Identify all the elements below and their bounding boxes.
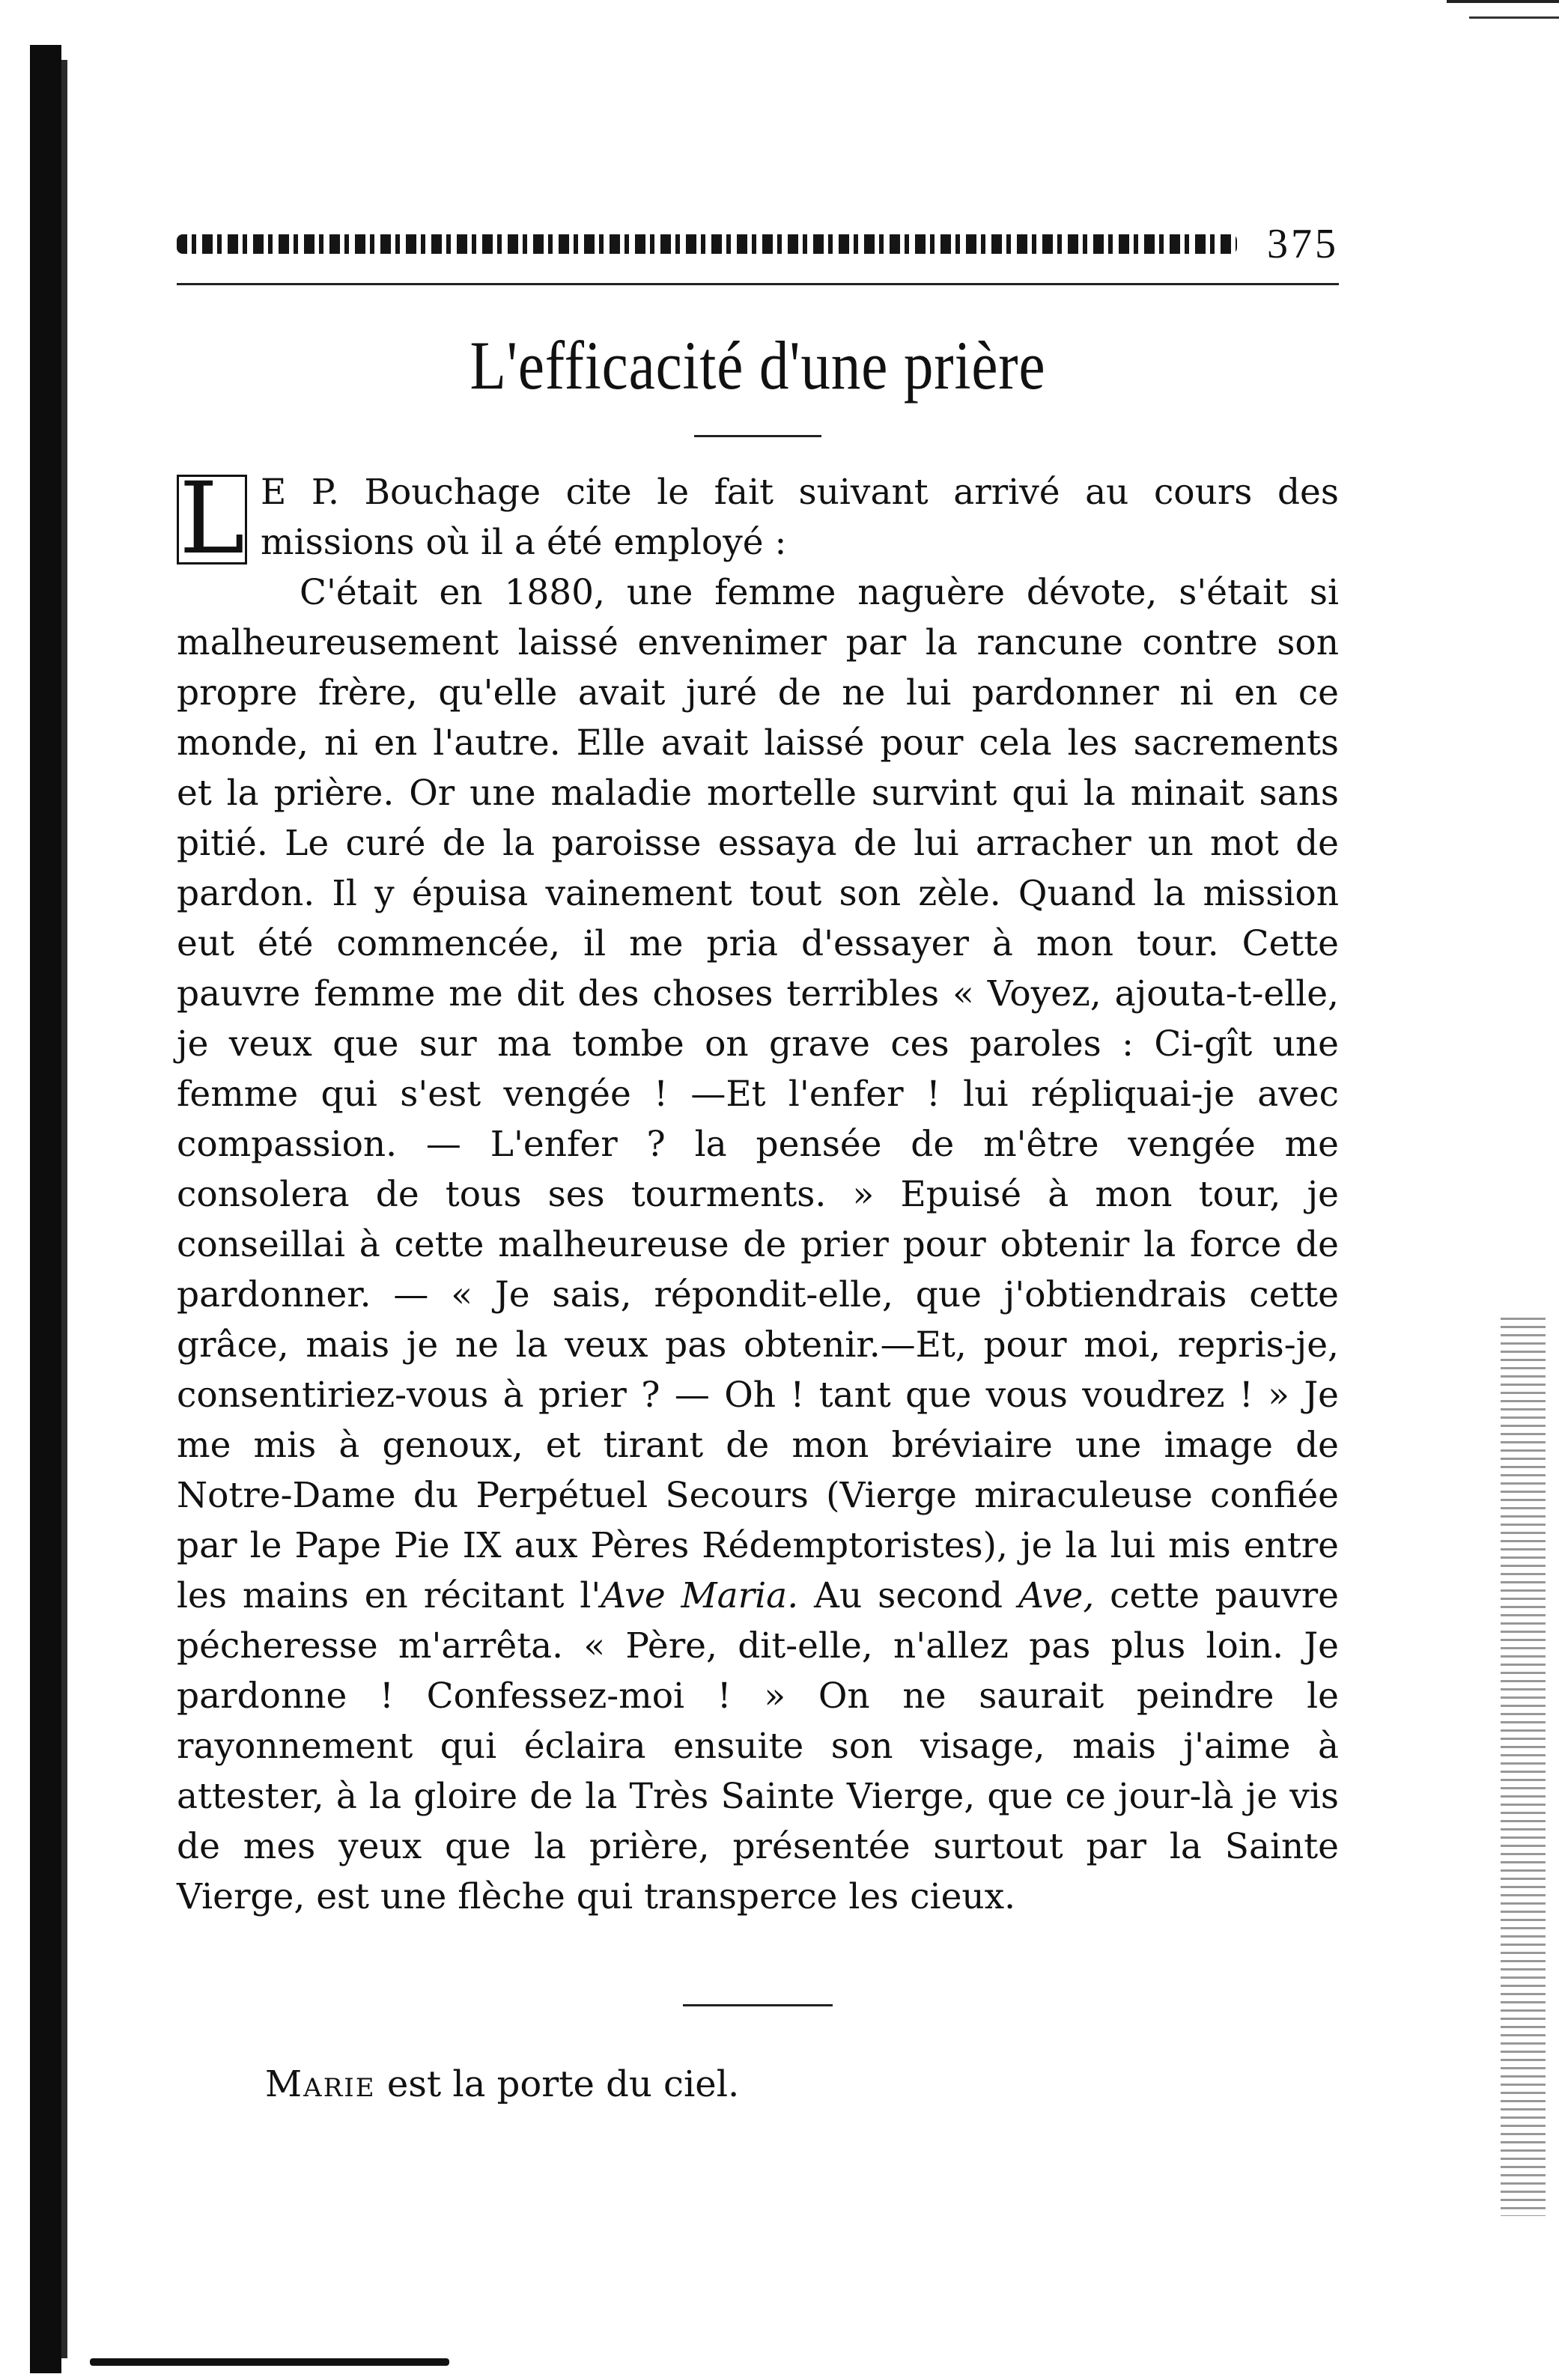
running-head <box>177 210 1339 279</box>
paragraph-2 <box>177 567 1339 1922</box>
scan-bottom-line <box>90 2358 449 2366</box>
maxim-text: est la porte du ciel. <box>375 2063 740 2105</box>
paragraph-2-text-c: cette pauvre pécheresse m'arrêta. « Père, dit-elle, n'allez pas plus loin. Je pardonne ! Confessez-moi ! » On ne saurait peindre le rayonnement qui éclaira ensuite son visage, mais j'aime à attester, à la gloire de la Très Sainte Vierge, que ce jour-là je vis de mes yeux que la prière, présentée surtout par la Sainte Vierge, est une flèche qui transperce les cieux. <box>177 1575 1339 1917</box>
scan-right-edge-noise <box>1501 1318 1546 2216</box>
scan-top-line-secondary <box>1469 16 1559 19</box>
ave-maria-italic: Ave Maria. <box>601 1575 799 1616</box>
ornamental-header-band <box>177 234 1237 254</box>
drop-cap-letter: L <box>177 475 247 564</box>
header-rule <box>177 283 1339 285</box>
scan-edge-line <box>61 60 67 2358</box>
end-rule <box>683 2004 833 2006</box>
title-rule <box>694 435 821 437</box>
ave-italic: Ave, <box>1018 1575 1095 1616</box>
maxim <box>265 2063 1339 2105</box>
paragraph-1 <box>177 461 1339 576</box>
article-body <box>177 461 1339 1922</box>
article-title: L'efficacité d'une prière <box>469 327 1046 404</box>
maxim-word: Marie <box>265 2063 376 2105</box>
paragraph-2-text-a: C'était en 1880, une femme naguère dévote, s'était si malheureusement laissé envenimer par la rancune contre son propre frère, qu'elle avait juré de ne lui pardonner ni en ce monde, ni en l'autre. Elle avait laissé pour cela les sacrements et la prière. Or une maladie mortelle survint qui la minait sans pitié. Le curé de la paroisse essaya de lui arracher un mot de pardon. Il y épuisa vainement tout son zèle. Quand la mission eut été commencée, il me pria d'essayer à mon tour. Cette pauvre femme me dit des choses terribles « Voyez, ajouta-t-elle, je veux que sur ma tombe on grave ces paroles : Ci-gît une femme qui s'est vengée ! —Et l'enfer ! lui répliquai-je avec compassion. — L'enfer ? la pensée de m'être vengée me consolera de tous ses tourments. » Epuisé à mon tour, je conseillai à cette malheureuse de prier pour obtenir la force de pardonner. — « Je sais, répondit-elle, que j'obtiendrais cette grâce, mais je ne la veux pas obtenir.—Et, pour moi, repris-je, consentiriez-vous à prier ? — Oh ! tant que vous voudrez ! » Je me mis à genoux, et tirant de mon bréviaire une image de Notre-Dame du Perpétuel Secours (Vierge miraculeuse confiée par le Pape Pie IX aux Pères Rédemptoristes), je la lui mis entre les mains en récitant l' <box>177 572 1339 1616</box>
page <box>177 210 1339 2105</box>
page-number: 375 <box>1267 221 1339 267</box>
paragraph-2-text-b: Au second <box>798 1575 1018 1616</box>
scan-top-line <box>1447 0 1559 3</box>
paragraph-1-text: E P. Bouchage cite le fait suivant arrivé au cours des missions où il a été employé : <box>261 472 1339 563</box>
scan-edge-shadow <box>30 45 61 2373</box>
